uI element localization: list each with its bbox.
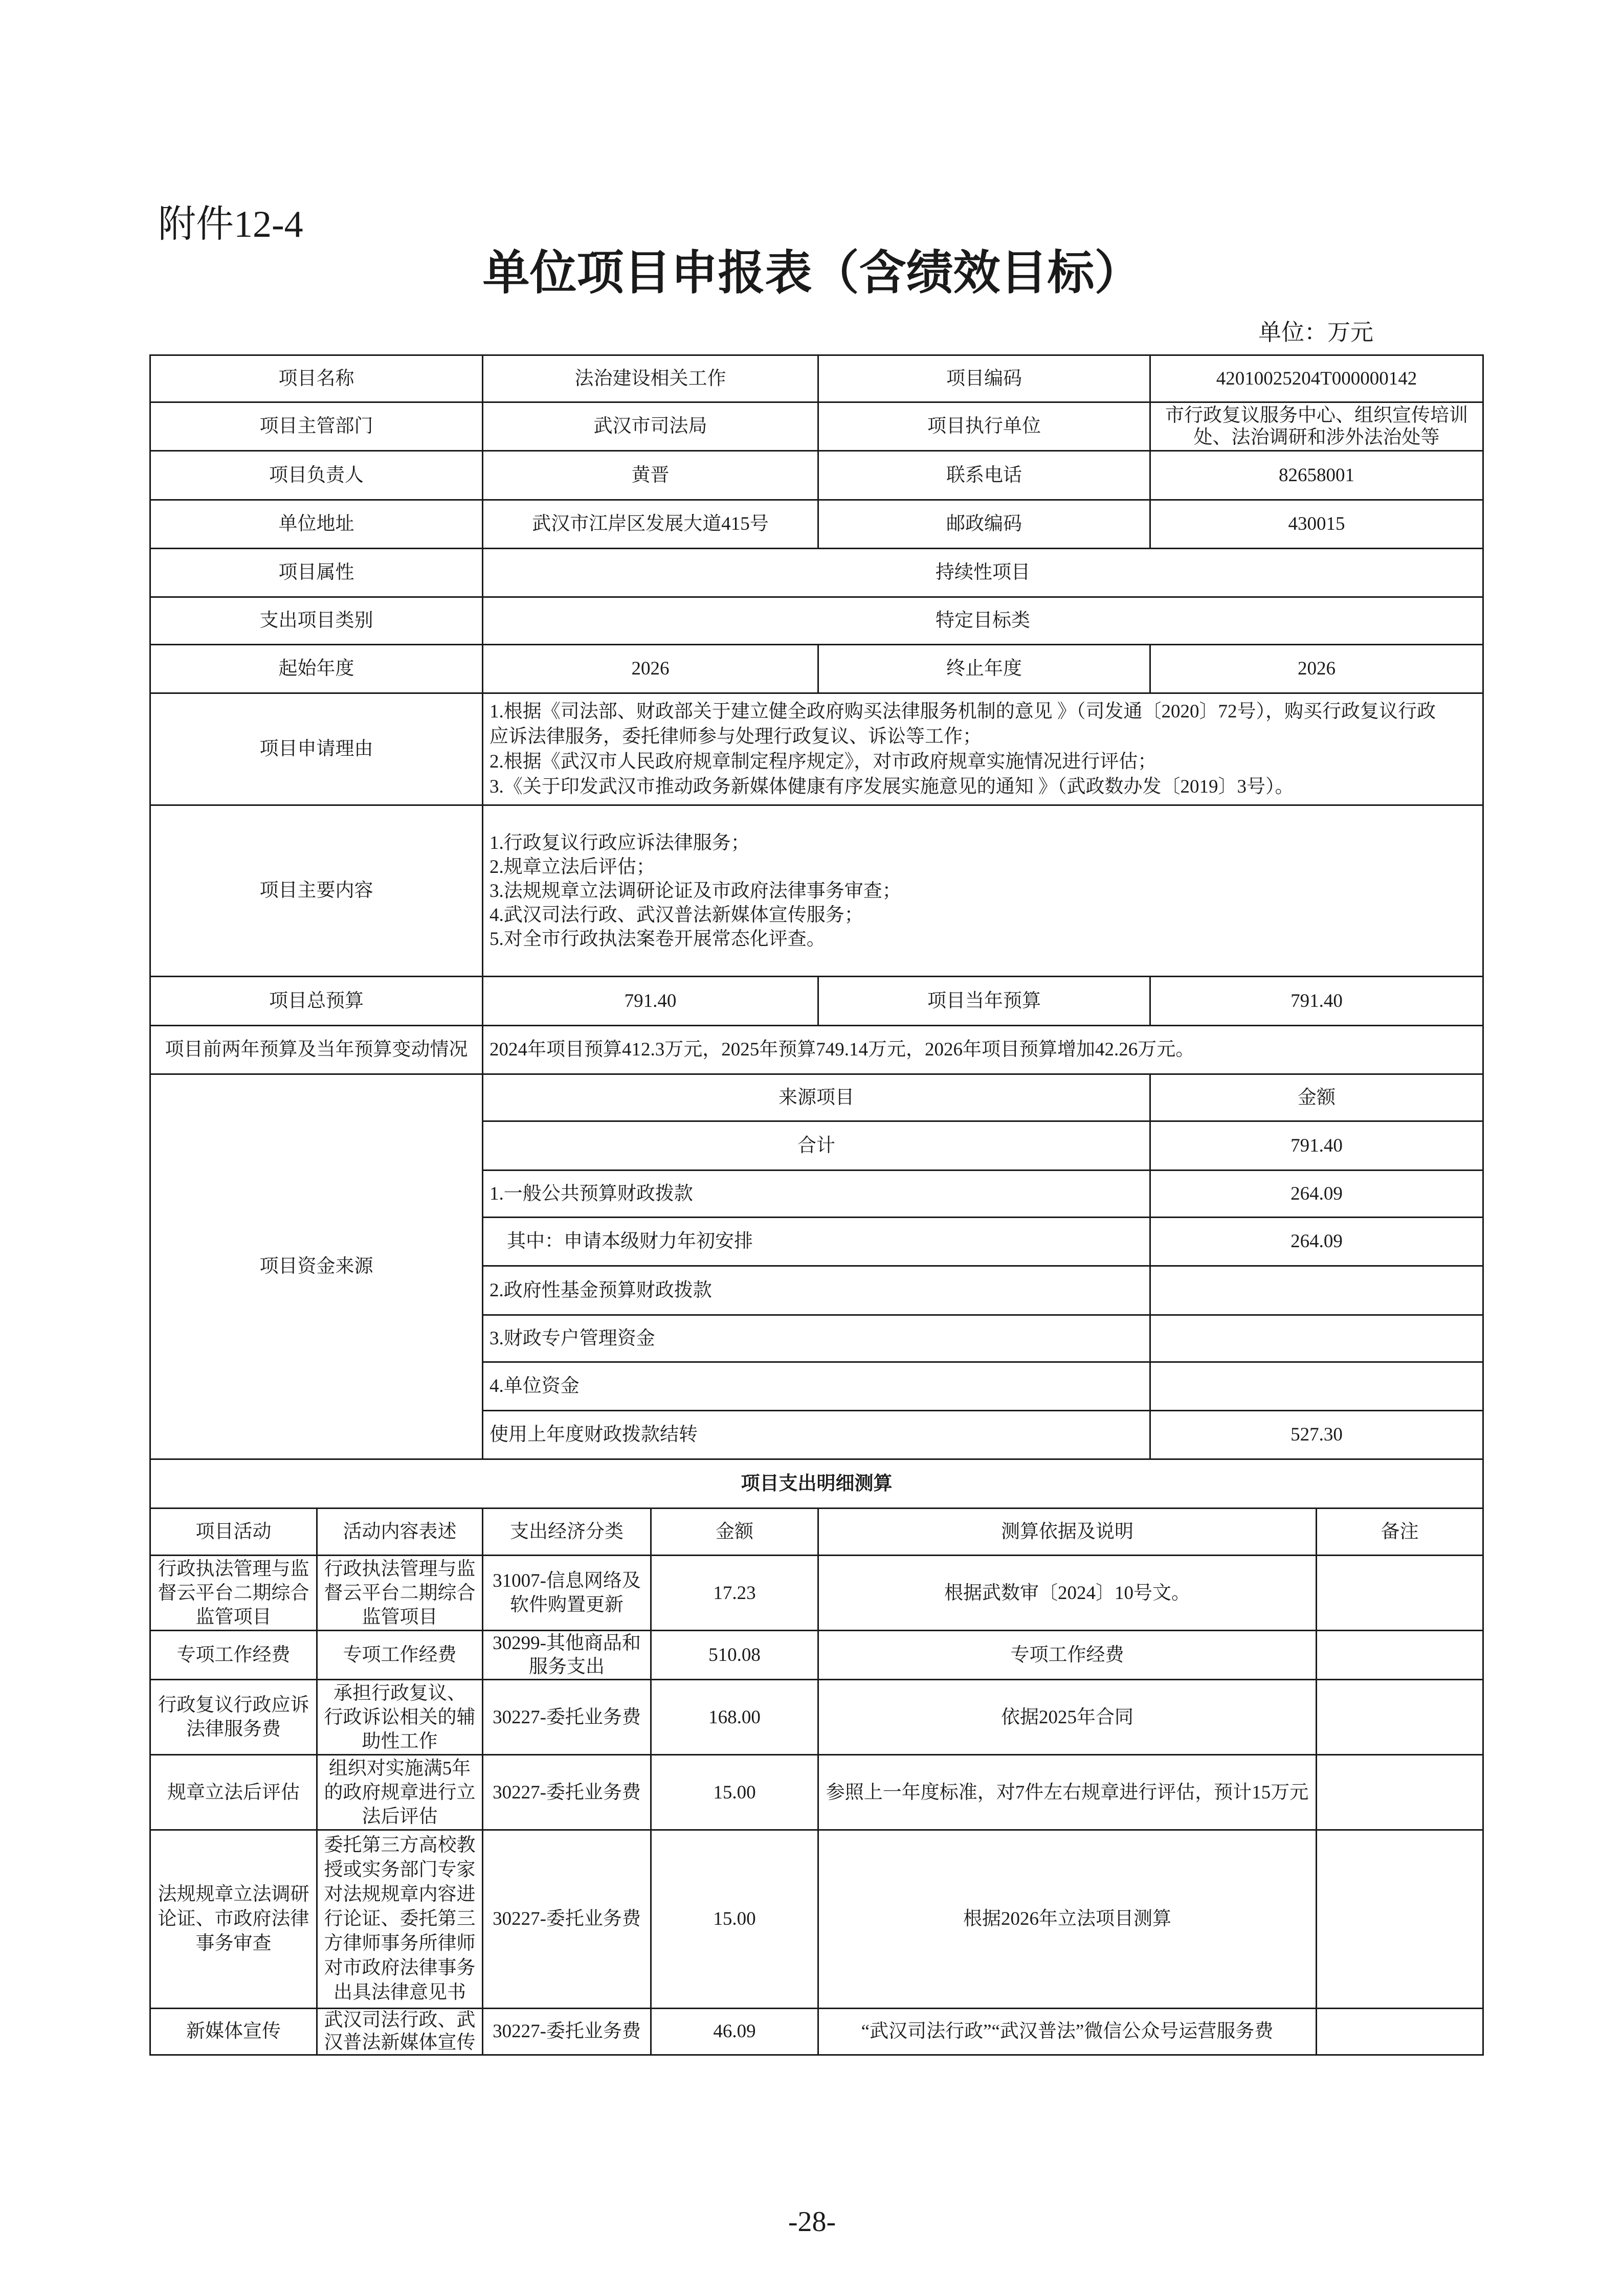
funding-amount: 264.09: [1150, 1170, 1483, 1218]
total-budget-value: 791.40: [483, 977, 818, 1026]
detail-row: [150, 1830, 1483, 2009]
detail-row: [150, 1680, 1483, 1755]
funding-source: 1.一般公共预算财政拨款: [483, 1170, 1150, 1218]
detail-economic-class: 30227-委托业务费: [483, 1755, 651, 1830]
budget-change-text: 2024年项目预算412.3万元，2025年预算749.14万元，2026年项目预算增加42.26万元。: [483, 1026, 1483, 1074]
department-value: 武汉市司法局: [483, 402, 818, 451]
end-year-value: 2026: [1150, 645, 1483, 693]
row-years: [150, 645, 1483, 693]
funding-source-header: 来源项目: [483, 1074, 1150, 1121]
row-project-name: [150, 355, 1483, 402]
detail-basis: 根据武数审〔2024〕10号文。: [818, 1556, 1317, 1631]
row-address: [150, 500, 1483, 549]
start-year-label: 起始年度: [150, 645, 483, 693]
detail-amount: 17.23: [651, 1556, 818, 1631]
detail-activity: 规章立法后评估: [150, 1755, 317, 1830]
detail-note: [1317, 1755, 1483, 1830]
department-label: 项目主管部门: [150, 402, 483, 451]
detail-amount: 15.00: [651, 1830, 818, 2009]
funding-source: 3.财政专户管理资金: [483, 1315, 1150, 1362]
reason-label: 项目申请理由: [150, 693, 483, 805]
detail-row: [150, 1631, 1483, 1680]
postcode-value: 430015: [1150, 500, 1483, 549]
detail-header-basis: 测算依据及说明: [818, 1509, 1317, 1556]
category-label: 支出项目类别: [150, 597, 483, 645]
row-reason: [150, 693, 1483, 805]
phone-label: 联系电话: [818, 451, 1150, 500]
detail-description: 行政执法管理与监 督云平台二期综合 监管项目: [317, 1556, 483, 1631]
detail-basis: 参照上一年度标准，对7件左右规章进行评估，预计15万元: [818, 1755, 1317, 1830]
row-detail-section-title: [150, 1459, 1483, 1509]
funding-amount: 264.09: [1150, 1218, 1483, 1266]
funding-amount: [1150, 1266, 1483, 1315]
detail-note: [1317, 1680, 1483, 1755]
address-label: 单位地址: [150, 500, 483, 549]
detail-basis: 依据2025年合同: [818, 1680, 1317, 1755]
detail-description: 承担行政复议、 行政诉讼相关的辅 助性工作: [317, 1680, 483, 1755]
detail-amount: 510.08: [651, 1631, 818, 1680]
detail-economic-class: 30227-委托业务费: [483, 2009, 651, 2055]
detail-note: [1317, 2009, 1483, 2055]
end-year-label: 终止年度: [818, 645, 1150, 693]
funding-source: 使用上年度财政拨款结转: [483, 1411, 1150, 1459]
detail-description: 组织对实施满5年 的政府规章进行立 法后评估: [317, 1755, 483, 1830]
row-budget-change: [150, 1026, 1483, 1074]
detail-header-description: 活动内容表述: [317, 1509, 483, 1556]
detail-header-economic-class: 支出经济分类: [483, 1509, 651, 1556]
start-year-value: 2026: [483, 645, 818, 693]
detail-activity: 行政执法管理与监 督云平台二期综合 监管项目: [150, 1556, 317, 1631]
project-name-value: 法治建设相关工作: [483, 355, 818, 402]
funding-amount: 527.30: [1150, 1411, 1483, 1459]
detail-amount: 46.09: [651, 2009, 818, 2055]
detail-activity: 法规规章立法调研 论证、市政府法律 事务审查: [150, 1830, 317, 2009]
form-title: 单位项目申报表（含绩效目标）: [482, 247, 1142, 299]
detail-activity: 专项工作经费: [150, 1631, 317, 1680]
detail-note: [1317, 1830, 1483, 2009]
project-application-table: [149, 354, 1484, 2056]
detail-header-amount: 金额: [651, 1509, 818, 1556]
detail-activity: 新媒体宣传: [150, 2009, 317, 2055]
funding-source: 4.单位资金: [483, 1362, 1150, 1411]
funding-amount: [1150, 1362, 1483, 1411]
detail-section-title: 项目支出明细测算: [150, 1459, 1483, 1509]
funding-label: 项目资金来源: [150, 1074, 483, 1459]
project-name-label: 项目名称: [150, 355, 483, 402]
detail-header-note: 备注: [1317, 1509, 1483, 1556]
detail-economic-class: 30227-委托业务费: [483, 1680, 651, 1755]
detail-row: [150, 1556, 1483, 1631]
row-leader: [150, 451, 1483, 500]
page-number: -28-: [788, 2206, 836, 2238]
total-budget-label: 项目总预算: [150, 977, 483, 1026]
year-budget-label: 项目当年预算: [818, 977, 1150, 1026]
detail-economic-class: 31007-信息网络及 软件购置更新: [483, 1556, 651, 1631]
detail-description: 武汉司法行政、武 汉普法新媒体宣传: [317, 2009, 483, 2055]
detail-basis: 根据2026年立法项目测算: [818, 1830, 1317, 2009]
detail-economic-class: 30299-其他商品和 服务支出: [483, 1631, 651, 1680]
row-funding-header: [150, 1074, 1483, 1121]
attribute-value: 持续性项目: [483, 549, 1483, 597]
funding-amount: 791.40: [1150, 1121, 1483, 1170]
detail-header-activity: 项目活动: [150, 1509, 317, 1556]
detail-activity: 行政复议行政应诉 法律服务费: [150, 1680, 317, 1755]
row-budget: [150, 977, 1483, 1026]
executing-unit-label: 项目执行单位: [818, 402, 1150, 451]
detail-basis: 专项工作经费: [818, 1631, 1317, 1680]
project-code-value: 42010025204T000000142: [1150, 355, 1483, 402]
row-category: [150, 597, 1483, 645]
detail-row: [150, 2009, 1483, 2055]
funding-source: 合计: [483, 1121, 1150, 1170]
row-detail-header: [150, 1509, 1483, 1556]
detail-amount: 15.00: [651, 1755, 818, 1830]
funding-amount: [1150, 1315, 1483, 1362]
detail-row: [150, 1755, 1483, 1830]
attachment-label: 附件12-4: [158, 204, 303, 245]
detail-description: 委托第三方高校教 授或实务部门专家 对法规规章内容进 行论证、委托第三 方律师事务所律师 对市政府法律事务 出具法律意见书: [317, 1830, 483, 2009]
category-value: 特定目标类: [483, 597, 1483, 645]
detail-description: 专项工作经费: [317, 1631, 483, 1680]
executing-unit-value: 市行政复议服务中心、组织宣传培训 处、法治调研和涉外法治处等: [1150, 402, 1483, 451]
address-value: 武汉市江岸区发展大道415号: [483, 500, 818, 549]
funding-amount-header: 金额: [1150, 1074, 1483, 1121]
row-content: [150, 805, 1483, 977]
leader-value: 黄晋: [483, 451, 818, 500]
detail-note: [1317, 1556, 1483, 1631]
reason-text: 1.根据《司法部、财政部关于建立健全政府购买法律服务机制的意见 》（司发通〔2020〕72号），购买行政复议行政 应诉法律服务，委托律师参与处理行政复议、诉讼等工作； 2.根据《武汉市人民政府规章制定程序规定》，对市政府规章实施情况进行评估； 3.《关于印发武汉市推动政务新媒体健康有序发展实施意见的通知 》（武政数办发〔2019〕3号）。: [483, 693, 1483, 805]
phone-value: 82658001: [1150, 451, 1483, 500]
detail-basis: “武汉司法行政”“武汉普法”微信公众号运营服务费: [818, 2009, 1317, 2055]
year-budget-value: 791.40: [1150, 977, 1483, 1026]
detail-economic-class: 30227-委托业务费: [483, 1830, 651, 2009]
content-label: 项目主要内容: [150, 805, 483, 977]
row-department: [150, 402, 1483, 451]
unit-label: 单位：万元: [1258, 320, 1374, 345]
postcode-label: 邮政编码: [818, 500, 1150, 549]
attribute-label: 项目属性: [150, 549, 483, 597]
row-attribute: [150, 549, 1483, 597]
detail-note: [1317, 1631, 1483, 1680]
budget-change-label: 项目前两年预算及当年预算变动情况: [150, 1026, 483, 1074]
content-text: 1.行政复议行政应诉法律服务； 2.规章立法后评估； 3.法规规章立法调研论证及市政府法律事务审查； 4.武汉司法行政、武汉普法新媒体宣传服务； 5.对全市行政执法案卷开展常态化评查。: [483, 805, 1483, 977]
leader-label: 项目负责人: [150, 451, 483, 500]
project-code-label: 项目编码: [818, 355, 1150, 402]
funding-source: 其中：申请本级财力年初安排: [483, 1218, 1150, 1266]
funding-source: 2.政府性基金预算财政拨款: [483, 1266, 1150, 1315]
detail-amount: 168.00: [651, 1680, 818, 1755]
